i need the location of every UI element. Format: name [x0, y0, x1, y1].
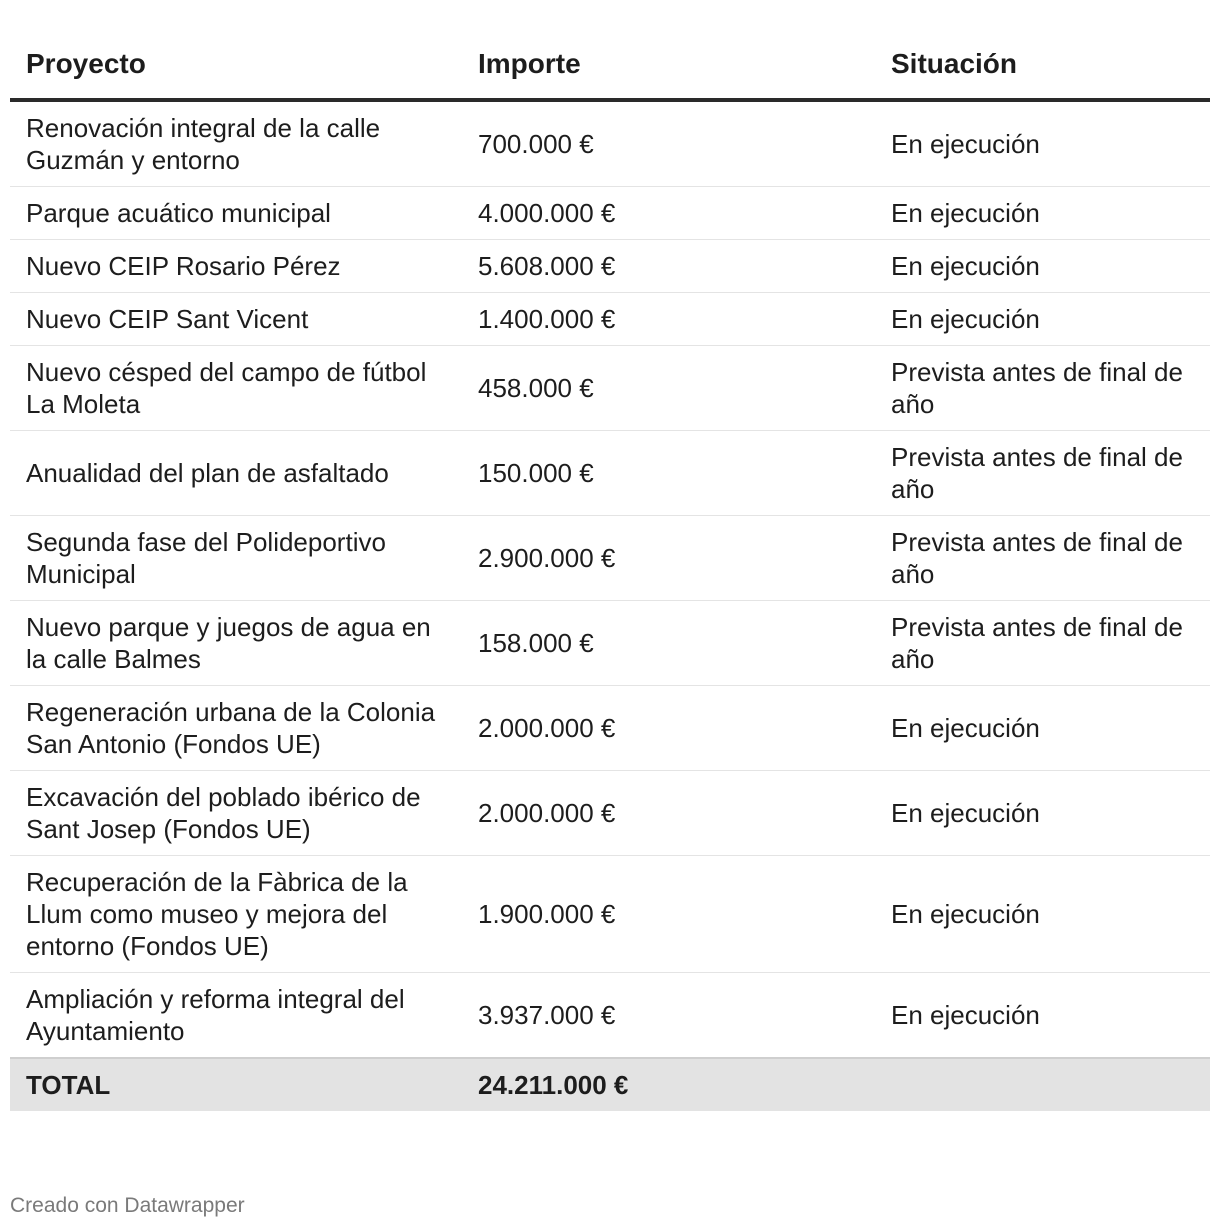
cell-situacion: En ejecución [875, 973, 1210, 1059]
total-status [875, 1058, 1210, 1111]
cell-situacion: En ejecución [875, 293, 1210, 346]
total-row [10, 1058, 1210, 1111]
cell-situacion: En ejecución [875, 240, 1210, 293]
cell-proyecto: Anualidad del plan de asfaltado [10, 431, 462, 516]
table-row [10, 240, 1210, 293]
cell-importe: 458.000 € [462, 346, 875, 431]
table-row [10, 771, 1210, 856]
cell-proyecto: Nuevo césped del campo de fútbol La Moleta [10, 346, 462, 431]
total-label: TOTAL [10, 1058, 462, 1111]
cell-importe: 150.000 € [462, 431, 875, 516]
table-row [10, 187, 1210, 240]
cell-importe: 2.900.000 € [462, 516, 875, 601]
table-row [10, 516, 1210, 601]
table-body [10, 100, 1210, 1111]
table-row [10, 346, 1210, 431]
column-header-proyecto[interactable]: Proyecto [10, 30, 462, 100]
cell-importe: 1.400.000 € [462, 293, 875, 346]
cell-situacion: En ejecución [875, 771, 1210, 856]
cell-situacion: Prevista antes de final de año [875, 516, 1210, 601]
total-amount: 24.211.000 € [462, 1058, 875, 1111]
cell-proyecto: Nuevo CEIP Rosario Pérez [10, 240, 462, 293]
cell-importe: 158.000 € [462, 601, 875, 686]
data-table [10, 30, 1210, 1111]
table-row [10, 431, 1210, 516]
cell-importe: 700.000 € [462, 100, 875, 187]
footer-credit[interactable]: Creado con Datawrapper [10, 1194, 245, 1217]
table-row [10, 100, 1210, 187]
cell-situacion: Prevista antes de final de año [875, 601, 1210, 686]
cell-proyecto: Segunda fase del Polideportivo Municipal [10, 516, 462, 601]
cell-importe: 2.000.000 € [462, 771, 875, 856]
header-row [10, 30, 1210, 100]
cell-proyecto: Nuevo parque y juegos de agua en la calle Balmes [10, 601, 462, 686]
cell-situacion: En ejecución [875, 187, 1210, 240]
cell-importe: 3.937.000 € [462, 973, 875, 1059]
table-row [10, 686, 1210, 771]
table-row [10, 856, 1210, 973]
cell-situacion: Prevista antes de final de año [875, 346, 1210, 431]
cell-importe: 1.900.000 € [462, 856, 875, 973]
cell-proyecto: Regeneración urbana de la Colonia San Antonio (Fondos UE) [10, 686, 462, 771]
data-table-container [10, 30, 1210, 1111]
cell-situacion: Prevista antes de final de año [875, 431, 1210, 516]
table-row [10, 293, 1210, 346]
cell-situacion: En ejecución [875, 856, 1210, 973]
cell-situacion: En ejecución [875, 686, 1210, 771]
table-header [10, 30, 1210, 100]
cell-situacion: En ejecución [875, 100, 1210, 187]
table-row [10, 973, 1210, 1059]
cell-proyecto: Ampliación y reforma integral del Ayuntamiento [10, 973, 462, 1059]
cell-proyecto: Renovación integral de la calle Guzmán y entorno [10, 100, 462, 187]
column-header-situacion[interactable]: Situación [875, 30, 1210, 100]
cell-importe: 4.000.000 € [462, 187, 875, 240]
cell-proyecto: Parque acuático municipal [10, 187, 462, 240]
cell-importe: 2.000.000 € [462, 686, 875, 771]
cell-proyecto: Nuevo CEIP Sant Vicent [10, 293, 462, 346]
column-header-importe[interactable]: Importe [462, 30, 875, 100]
table-row [10, 601, 1210, 686]
cell-importe: 5.608.000 € [462, 240, 875, 293]
cell-proyecto: Recuperación de la Fàbrica de la Llum como museo y mejora del entorno (Fondos UE) [10, 856, 462, 973]
cell-proyecto: Excavación del poblado ibérico de Sant Josep (Fondos UE) [10, 771, 462, 856]
